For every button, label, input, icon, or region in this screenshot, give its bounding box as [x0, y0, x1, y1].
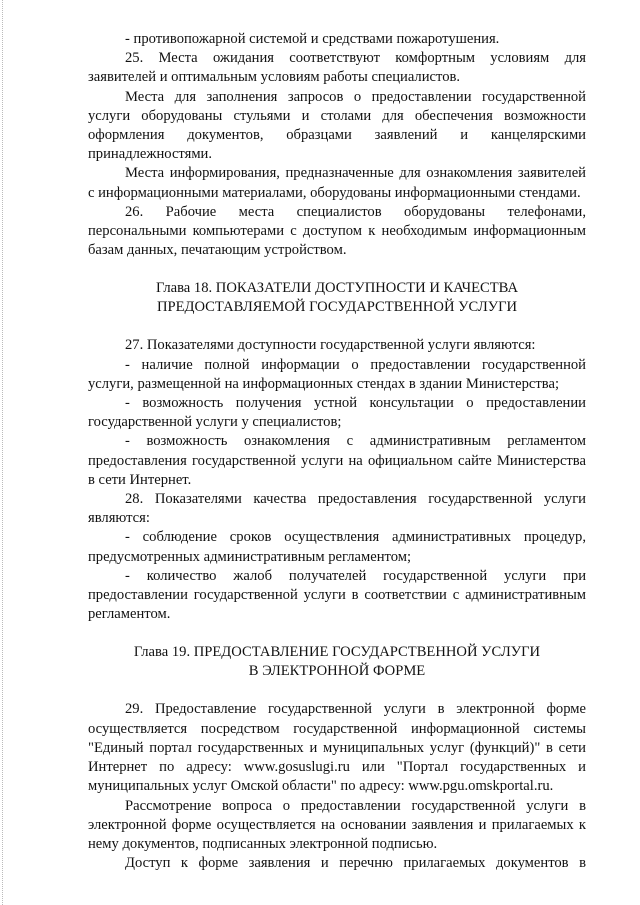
paragraph-availability-consult: - возможность получения устной консультации о предоставлении государственной услуги у специалистов;: [88, 395, 586, 431]
chapter-18-heading: [88, 279, 586, 317]
paragraph-request-places: Места для заполнения запросов о предоставлении государственной услуги оборудованы стульями и столами для обеспечения возможности оформления документов, образцами заявлений и канцелярскими принадлежностями.: [88, 88, 586, 163]
document-page: [88, 30, 586, 873]
paragraph-29: 29. Предоставление государственной услуги в электронной форме осуществляется посредством государственной информационной системы "Единый портал государственных и муниципальных услуг (функций)" в сети Интернет по адресу: www.gosuslugi.ru или "Портал государственных и муниципальных услуг Омской области" по адресу: www.pgu.omskportal.ru.: [88, 701, 586, 795]
paragraph-26: 26. Рабочие места специалистов оборудованы телефонами, персональными компьютерами с доступом к необходимым информационным базам данных, печатающим устройством.: [88, 203, 586, 259]
chapter-18-line-2: ПРЕДОСТАВЛЯЕМОЙ ГОСУДАРСТВЕННОЙ УСЛУГИ: [156, 299, 518, 316]
paragraph-25: 25. Места ожидания соответствуют комфортным условиям для заявителей и оптимальным условиям работы специалистов.: [88, 50, 586, 86]
chapter-19-line-2: В ЭЛЕКТРОННОЙ ФОРМЕ: [248, 663, 426, 680]
paragraph-electronic-review: Рассмотрение вопроса о предоставлении государственной услуги в электронной форме осуществляется на основании заявления и прилагаемых к нему документов, подписанных электронной подписью.: [88, 797, 586, 852]
paragraph-availability-info: - наличие полной информации о предоставлении государственной услуги, размещенной на информационных стендах в здании Министерства;: [88, 356, 586, 392]
paragraph-availability-site: - возможность ознакомления с административным регламентом предоставления государственной услуги на официальном сайте Министерства в сети Интернет.: [88, 433, 586, 488]
paragraph-quality-complaints: - количество жалоб получателей государственной услуги при предоставлении государственной услуги в соответствии с административным регламентом.: [88, 567, 586, 623]
chapter-18-line-1: Глава 18. ПОКАЗАТЕЛИ ДОСТУПНОСТИ И КАЧЕСТВА: [155, 280, 519, 297]
scan-edge: [2, 0, 4, 905]
paragraph-info-places: Места информирования, предназначенные для ознакомления заявителей с информационными материалами, оборудованы информационными стендами.: [88, 165, 586, 201]
paragraph-27: 27. Показателями доступности государственной услуги являются:: [125, 337, 536, 354]
paragraph-quality-deadlines: - соблюдение сроков осуществления административных процедур, предусмотренных административным регламентом;: [88, 529, 586, 565]
paragraph-fire-safety: - противопожарной системой и средствами пожаротушения.: [125, 31, 500, 47]
paragraph-access-form: Доступ к форме заявления и перечню прилагаемых документов в: [125, 855, 586, 872]
chapter-19-heading: [88, 643, 586, 681]
paragraph-28: 28. Показателями качества предоставления государственной услуги являются:: [88, 491, 586, 527]
chapter-19-line-1: Глава 19. ПРЕДОСТАВЛЕНИЕ ГОСУДАРСТВЕННОЙ УСЛУГИ: [133, 644, 541, 661]
